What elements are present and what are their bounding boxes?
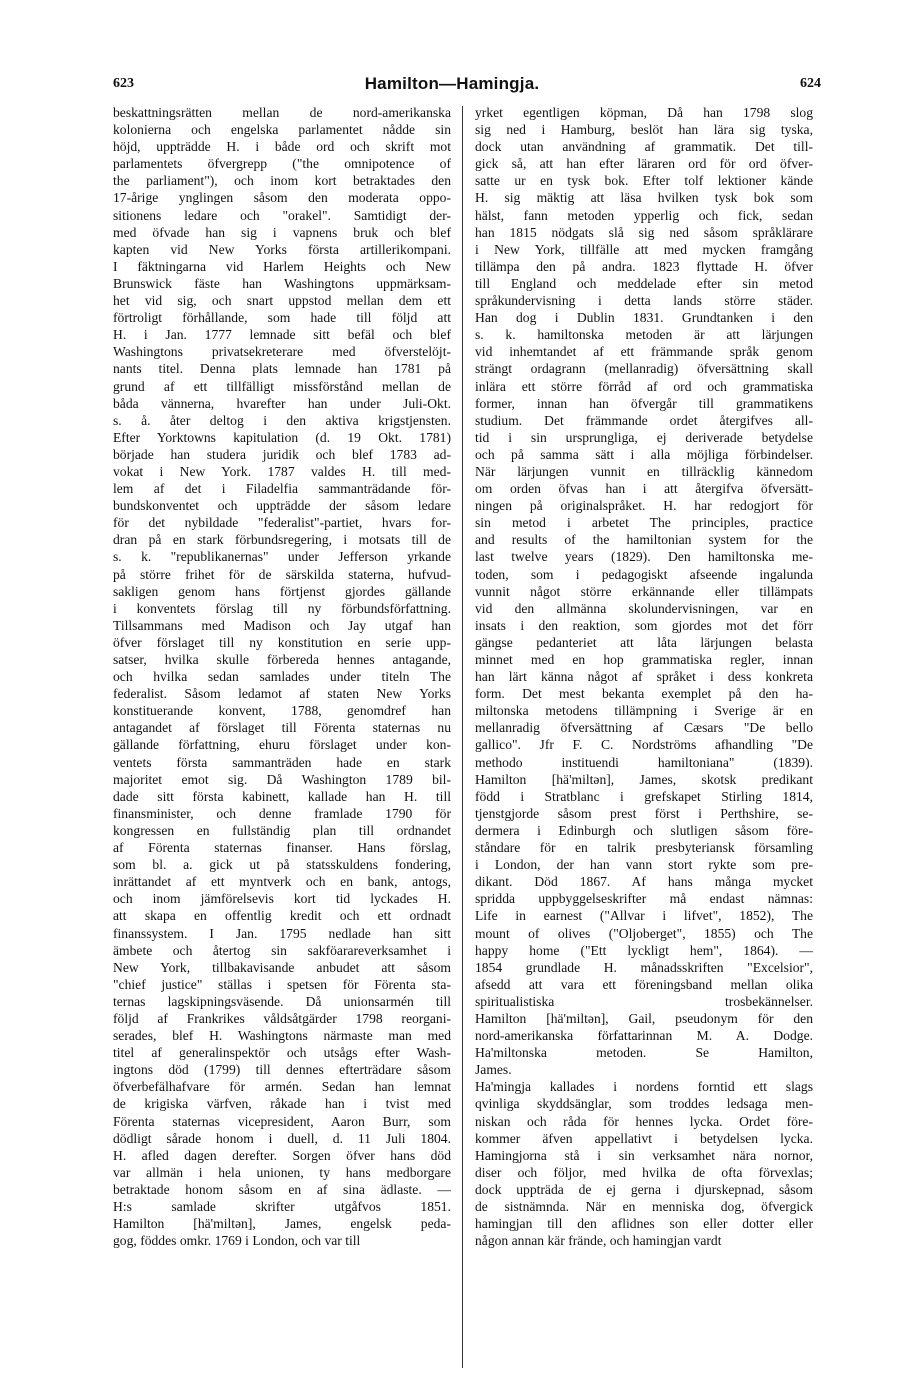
text-line: följd af Frankrikes våldsåtgärder 1798 reorgani- xyxy=(113,1010,451,1026)
text-line: Hamingjorna stå i sin verksamhet nära nornor, xyxy=(475,1147,813,1163)
text-line: I fäktningarna vid Harlem Heights och New xyxy=(113,258,451,274)
text-line: toden, som i pedagogiskt afseende ingalunda xyxy=(475,566,813,582)
text-line: dran på en stark förbundsregering, i motsats till de xyxy=(113,532,451,548)
text-line: former, innan han öfvergår till grammatikens xyxy=(475,395,813,411)
text-line: H. sig mäktig att läsa hvilken tysk bok som xyxy=(475,190,813,206)
text-line: minnet med en hop grammatiska regler, innan xyxy=(475,652,813,667)
text-line: beskattningsrätten mellan de nord-amerikanska xyxy=(113,105,451,120)
text-line: han lärt känna något af språket i dess konkreta xyxy=(475,669,813,685)
text-line: James. xyxy=(475,1062,512,1078)
text-line: När lärjungen vunnit en tillräcklig kännedom xyxy=(475,463,813,479)
text-line: 1854 grundlade H. månadsskriften "Excelsior", xyxy=(475,959,813,975)
text-line: sitionens ledare och "orakel". Samtidigt der- xyxy=(113,207,451,223)
text-line: finanssystem. I Jan. 1795 nedlade han sitt xyxy=(113,925,451,941)
text-line: om orden öfvas han i att återgifva öfversätt- xyxy=(475,481,813,497)
text-line: som bl. a. gick ut på statsskuldens fondering, xyxy=(113,857,451,873)
text-line: serades, blef H. Washingtons närmaste man med xyxy=(113,1028,451,1044)
text-line: sin metod i arbetet The principles, practice xyxy=(475,515,813,531)
text-line: bundskonventet och uppträdde der såsom ledare xyxy=(113,498,451,514)
text-line: vid inhemtandet af ett främmande språk genom xyxy=(475,344,813,360)
text-line: spiritualistiska trosbekännelser. xyxy=(475,993,813,1009)
text-line: ventets första sammanträden hade en stark xyxy=(113,754,451,770)
text-line: född i Stratblanc i grefskapet Stirling 1814, xyxy=(475,788,813,804)
text-line: kommer äfven appellativt i betydelsen lycka. xyxy=(475,1130,813,1146)
text-line: började han studera juridik och blef 1783 ad- xyxy=(113,446,451,462)
text-line: vunnit något större erkännande eller tillämpats xyxy=(475,583,813,599)
text-line: "chief justice" ställas i spetsen för Förenta sta- xyxy=(113,976,451,992)
text-line: Brunswick fäste han Washingtons uppmärksam- xyxy=(113,275,451,291)
text-line: 17-årige ynglingen såsom den moderata oppo- xyxy=(113,190,451,206)
text-line: satte ur en tysk bok. Efter tolf lektioner kände xyxy=(475,173,813,189)
text-line: yrket egentligen köpman, Då han 1798 slog xyxy=(475,105,813,120)
text-line: mellanradig öfversättning af Cæsars "De bello xyxy=(475,720,813,736)
text-line: antagandet af förslaget till Förenta staternas nu xyxy=(113,720,451,736)
text-line: gällande författning, ehuru förslaget under kon- xyxy=(113,737,451,753)
text-line: parlamentets öfvergrepp ("the omnipotence of xyxy=(113,156,451,172)
text-line: kapten vid New Yorks första artillerikompani. xyxy=(113,241,451,257)
text-line: insats i den reaktion, som gjordes mot det förr xyxy=(475,617,813,633)
text-line: afsedd att vara ett föreningsband mellan olika xyxy=(475,976,813,992)
text-line: ternas lagskipningsväsende. Då unionsarmén till xyxy=(113,993,451,1009)
text-line: hälst, fann metoden ypperlig och fick, sedan xyxy=(475,207,813,223)
text-line: H. afled dagen derefter. Sorgen öfver hans död xyxy=(113,1147,451,1163)
text-line: gängse pedanteriet att låta lärjungen belasta xyxy=(475,634,813,650)
text-line: gallico". Jfr F. C. Nordströms afhandling "De xyxy=(475,737,813,753)
text-line: Washingtons privatsekreterare med öfverstelöjt- xyxy=(113,344,451,360)
text-line: studium. Det främmande ordet återgifves all- xyxy=(475,412,813,428)
text-line: form. Det mest bekanta exemplet på den ha- xyxy=(475,686,813,702)
text-line: strängt ordagrann (mellanradig) öfversättning skall xyxy=(475,361,813,377)
text-line: de krigiska värfven, råkade han i tvist med xyxy=(113,1096,451,1112)
text-line: Hamilton [hä'miltən], James, engelsk peda- xyxy=(113,1216,451,1232)
text-line: grund af ett tillfälligt missförstånd mellan de xyxy=(113,378,451,394)
text-line: het vid sig, och snart uppstod mellan dem ett xyxy=(113,293,451,309)
text-line: ingtons död (1799) till dennes efterträdare såsom xyxy=(113,1062,451,1078)
text-line: ämbete och återtog sin sakföarareverksamhet i xyxy=(113,942,451,958)
text-line: ningen på originalspråket. H. har redogjort för xyxy=(475,498,813,514)
text-line: Life in earnest ("Allvar i lifvet", 1852), The xyxy=(475,908,813,924)
text-line: vokat i New York. 1787 valdes H. till med- xyxy=(113,463,451,479)
text-line: and results of the hamiltonian system for the xyxy=(475,532,813,548)
text-line: New York, tillbakavisande anbudet att såsom xyxy=(113,959,451,975)
left-column xyxy=(113,104,451,1249)
text-line: betraktade honom såsom en af sina ädlaste. — xyxy=(113,1181,451,1197)
text-line: någon annan kär frände, och hamingjan vardt xyxy=(475,1233,722,1249)
text-line: gog, föddes omkr. 1769 i London, och var till xyxy=(113,1233,361,1249)
text-line: majoritet emot sig. Då Washington 1789 bil- xyxy=(113,771,451,787)
text-line: last twelve years (1829). Den hamiltonska me- xyxy=(475,549,813,565)
text-line: inrättandet af ett myntverk och en bank, antogs, xyxy=(113,874,451,890)
text-line: öfver förslaget till ny konstitution en serie upp- xyxy=(113,634,451,650)
text-line: spridda uppbyggelseskrifter må endast nämnas: xyxy=(475,891,813,907)
text-line: i konventets förslag till ny förbundsförfattning. xyxy=(113,600,451,616)
text-line: Ha'mingja kallades i nordens forntid ett slags xyxy=(475,1079,813,1095)
text-line: vid den allmänna skolundervisningen, var en xyxy=(475,600,813,616)
text-line: höjd, uppträdde H. i både ord och skrift mot xyxy=(113,139,451,155)
text-line: qvinliga skyddsänglar, som troddes ledsaga men- xyxy=(475,1096,813,1112)
text-line: federalist. Såsom ledamot af staten New Yorks xyxy=(113,686,451,702)
text-line: tjenstgjorde såsom prest först i Perthshire, se- xyxy=(475,805,813,821)
text-line: s. å. åter deltog i den aktiva krigstjensten. xyxy=(113,412,451,428)
text-line: språkundervisning i detta lands större städer. xyxy=(475,293,813,309)
text-line: dikant. Död 1867. Af hans många mycket xyxy=(475,874,813,890)
text-line: Förenta staternas vicepresident, Aaron Burr, som xyxy=(113,1113,451,1129)
page-number-right: 624 xyxy=(800,76,821,91)
text-line: nants titel. Denna plats lemnade han 1781 på xyxy=(113,361,451,377)
text-line: båda vännerna, hvarefter han under Juli-Okt. xyxy=(113,395,451,411)
text-line: satser, hvilka skulle förbereda hennes antagande, xyxy=(113,652,451,667)
text-line: sakligen genom hans förtjenst gjordes gällande xyxy=(113,583,451,599)
text-line: the parliament"), och inom kort betraktades den xyxy=(113,173,451,189)
text-line: var allmän i hela unionen, ty hans medborgare xyxy=(113,1164,451,1180)
text-line: dock utan användning af grammatik. Det till- xyxy=(475,139,813,155)
text-line: H. i Jan. 1777 lemnade sitt befäl och blef xyxy=(113,327,451,343)
text-line: kongressen en fullständig plan till ordnandet xyxy=(113,822,451,838)
text-line: förtroligt förhållande, som hade till följd att xyxy=(113,310,451,326)
text-line: och inom jämförelsevis kort tid lyckades H. xyxy=(113,891,451,907)
text-line: af Förenta staternas finanser. Hans förslag, xyxy=(113,840,451,856)
text-line: dock uppträda de ej gerna i djurskepnad, såsom xyxy=(475,1181,813,1197)
text-line: dödligt sårade honom i duell, d. 11 Juli 1804. xyxy=(113,1130,451,1146)
column-divider xyxy=(462,106,463,1368)
text-line: titel af generalinspektör och utsågs efter Wash- xyxy=(113,1045,451,1061)
text-line: dermera i Edinburgh och slutligen såsom före- xyxy=(475,822,813,838)
right-column xyxy=(475,104,813,1249)
text-line: nord-amerikanska författarinnan M. A. Dodge. xyxy=(475,1028,813,1044)
text-line: methodo instituendi hamiltoniana" (1839). xyxy=(475,754,813,770)
text-line: diser och följor, med hvilka de ofta förvexlas; xyxy=(475,1164,813,1180)
text-line: happy home ("Ett lyckligt hem", 1864). — xyxy=(475,942,813,958)
text-line: gick så, att han efter läraren ord för ord öfver- xyxy=(475,156,813,172)
text-line: inlära ett större förråd af ord och grammatiska xyxy=(475,378,813,394)
text-line: han 1815 nödgats slå sig ned såsom språklärare xyxy=(475,224,813,240)
text-line: Han dog i Dublin 1831. Grundtanken i den xyxy=(475,310,813,326)
text-line: s. k. "republikanernas" under Jefferson yrkande xyxy=(113,549,451,565)
text-line: i New York, tillfälle att med mycken framgång xyxy=(475,241,813,257)
text-line: dade sitt första kabinett, kallade han H. till xyxy=(113,788,451,804)
text-line: hamingjan till den aflidnes son eller dotter eller xyxy=(475,1216,813,1232)
text-line: och på samma sätt i alla möjliga förbindelser. xyxy=(475,446,813,462)
text-line: med öfvade han sig i vapnens bruk och blef xyxy=(113,224,451,240)
text-line: Efter Yorktowns kapitulation (d. 19 Okt. 1781) xyxy=(113,429,451,445)
text-line: ståndare för en talrik presbyteriansk församling xyxy=(475,840,813,856)
text-line: Hamilton [hä'miltən], Gail, pseudonym för den xyxy=(475,1010,813,1026)
text-line: Hamilton [hä'miltən], James, skotsk predikant xyxy=(475,771,813,787)
text-line: Ha'miltonska metoden. Se Hamilton, xyxy=(475,1045,813,1061)
text-line: de sistnämnda. När en menniska dog, öfvergick xyxy=(475,1199,813,1214)
text-line: i London, der han vann stort rykte som pre- xyxy=(475,857,813,873)
text-line: på större frihet för de särskilda staterna, hufvud- xyxy=(113,566,451,582)
text-line: tid i sin ursprungliga, ej deriverade betydelse xyxy=(475,429,813,445)
text-line: lem af det i Filadelfia sammanträdande för- xyxy=(113,481,451,497)
text-line: Tillsammans med Madison och Jay utgaf han xyxy=(113,617,451,633)
text-line: mount of olives ("Oljoberget", 1855) och The xyxy=(475,925,813,941)
text-line: s. k. hamiltonska metoden är att lärjungen xyxy=(475,327,813,343)
text-line: finansminister, och denne framlade 1790 för xyxy=(113,805,451,821)
text-line: till England och meddelade efter sin metod xyxy=(475,275,813,291)
text-line: tillämpa den på andra. 1823 flyttade H. öfver xyxy=(475,258,813,274)
text-line: sig ned i Hamburg, beslöt han lära sig tyska, xyxy=(475,122,813,138)
text-line: att skapa en offentlig kredit och ett ordnadt xyxy=(113,908,451,924)
running-head: Hamilton—Hamingja. xyxy=(364,74,540,93)
text-line: och hvilka sedan samlades under titeln The xyxy=(113,669,451,685)
text-line: öfverbefälhafvare för armén. Sedan han lemnat xyxy=(113,1079,451,1095)
text-line: konstituerande konvent, 1788, genomdref han xyxy=(113,703,451,719)
page-number-left: 623 xyxy=(113,76,134,91)
text-line: H:s samlade skrifter utgåfvos 1851. xyxy=(113,1199,451,1214)
text-line: niskan och råda för hennes lycka. Ordet före- xyxy=(475,1113,813,1129)
text-line: för det nybildade "federalist"-partiet, hvars for- xyxy=(113,515,451,531)
text-line: miltonska metodens tillämpning i Sverige är en xyxy=(475,703,813,719)
text-line: kolonierna och engelska parlamentet nådde sin xyxy=(113,122,451,138)
